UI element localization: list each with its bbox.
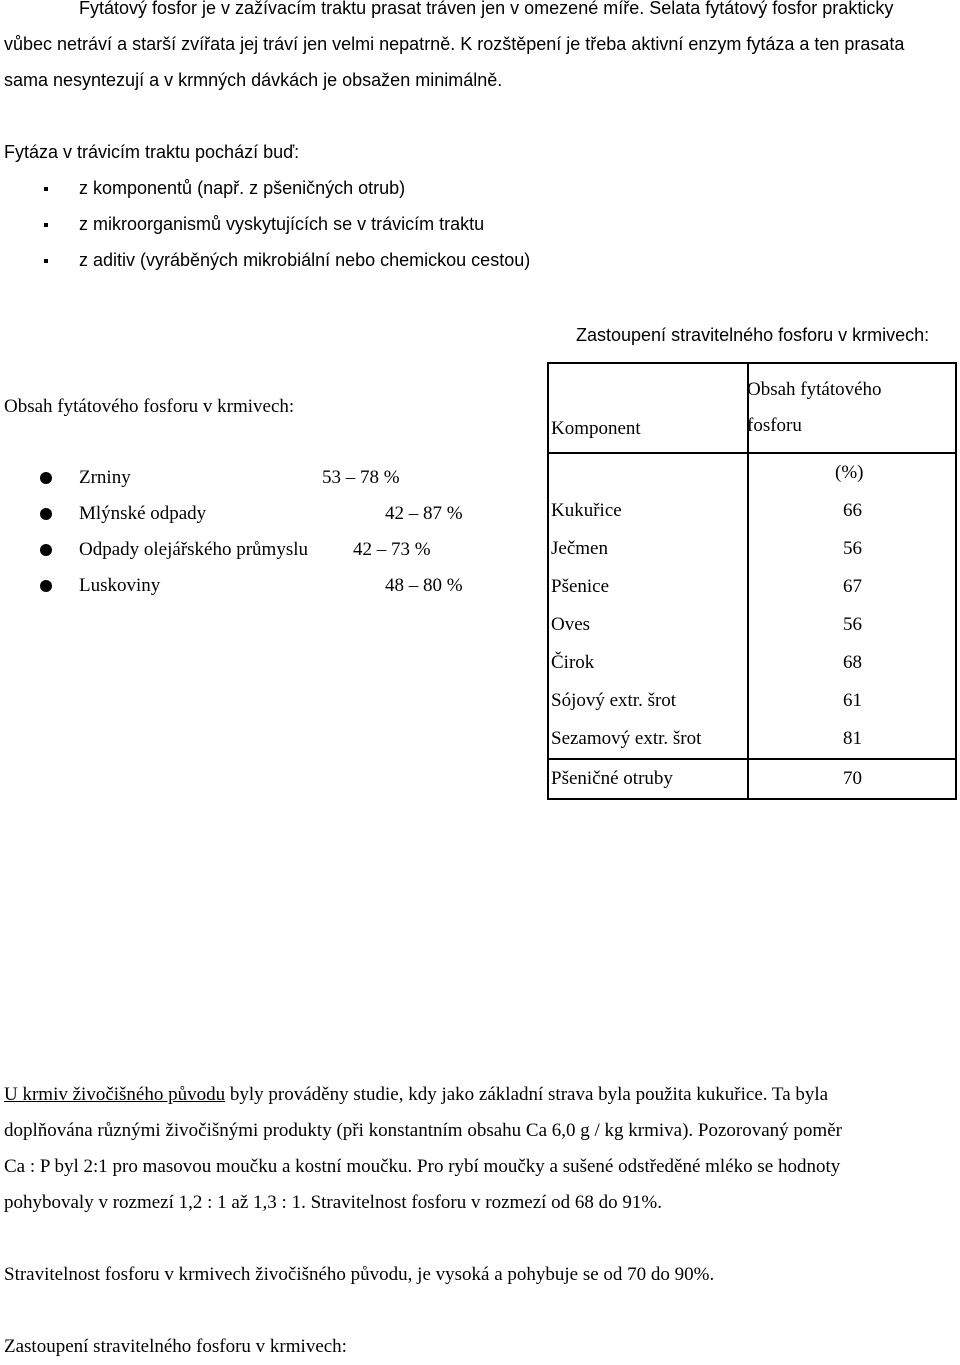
table-cell-value: 61 xyxy=(748,682,956,720)
table-cell-value: 56 xyxy=(748,530,956,568)
table-row xyxy=(548,530,956,568)
phytase-heading: Fytáza v trávicím traktu pochází buď: xyxy=(4,142,300,162)
content-item-value: 42 – 87 % xyxy=(385,503,463,524)
content-item-name: Zrniny xyxy=(79,467,131,488)
table-cell-component: Pšenice xyxy=(548,568,748,606)
table-row xyxy=(548,568,956,606)
intro-line-1: Fytátový fosfor je v zažívacím traktu prasat tráven jen v omezené míře. Selata fytátový fosfor prakticky xyxy=(79,0,894,18)
phytase-item: z aditiv (vyráběných mikrobiální nebo chemickou cestou) xyxy=(79,250,531,270)
table-row xyxy=(548,720,956,759)
table-cell-component: Oves xyxy=(548,606,748,644)
content-item-value: 48 – 80 % xyxy=(385,575,463,596)
table-row xyxy=(548,606,956,644)
table-caption: Zastoupení stravitelného fosforu v krmivech: xyxy=(576,325,930,345)
table-unit-row xyxy=(548,453,956,492)
table-cell-value: 68 xyxy=(748,644,956,682)
bullet-icon xyxy=(44,259,48,263)
table-header-content xyxy=(748,363,956,453)
intro-line-2: vůbec netráví a starší zvířata jej tráví jen velmi nepatrně. K rozštěpení je třeba aktivní enzym fytáza a ten prasata xyxy=(4,34,905,54)
table-unit: (%) xyxy=(748,453,956,492)
animal-underlined: U krmiv živočišného původu xyxy=(4,1084,226,1105)
bullet-icon xyxy=(44,187,48,191)
animal-line-4: pohybovaly v rozmezí 1,2 : 1 až 1,3 : 1. Stravitelnost fosforu v rozmezí od 68 do 91%. xyxy=(4,1192,663,1213)
content-item-value: 42 – 73 % xyxy=(353,539,431,560)
bullet-icon xyxy=(40,544,52,556)
phytase-item: z komponentů (např. z pšeničných otrub) xyxy=(79,178,406,198)
table-cell-value: 81 xyxy=(748,720,956,759)
table-cell-value: 66 xyxy=(748,492,956,530)
phytase-item: z mikroorganismů vyskytujících se v trávicím traktu xyxy=(79,214,485,234)
table-row xyxy=(548,492,956,530)
table-cell-component: Pšeničné otruby xyxy=(548,759,748,799)
digestibility-text: Stravitelnost fosforu v krmivech živočišného původu, je vysoká a pohybuje se od 70 do 90%. xyxy=(4,1264,715,1285)
table-cell-component: Čirok xyxy=(548,644,748,682)
table-header-component: Komponent xyxy=(548,363,748,453)
animal-line-3: Ca : P byl 2:1 pro masovou moučku a kostní moučku. Pro rybí moučky a sušené odstředěné mléko se hodnoty xyxy=(4,1156,841,1177)
table-header-content-line1: Obsah fytátového xyxy=(747,379,882,400)
table-cell-value: 56 xyxy=(748,606,956,644)
table-cell-component: Sezamový extr. šrot xyxy=(548,720,748,759)
phosphorus-table xyxy=(547,362,957,800)
table-cell-component: Sójový extr. šrot xyxy=(548,682,748,720)
bullet-icon xyxy=(40,580,52,592)
content-item-value: 53 – 78 % xyxy=(322,467,400,488)
bullet-icon xyxy=(40,472,52,484)
table-row xyxy=(548,759,956,799)
bullet-icon xyxy=(40,508,52,520)
table-header-content-line2: fosforu xyxy=(747,415,802,436)
table-row xyxy=(548,682,956,720)
content-item-name: Odpady olejářského průmyslu xyxy=(79,539,309,560)
table-cell-value: 67 xyxy=(748,568,956,606)
table-cell-component: Ječmen xyxy=(548,530,748,568)
table-cell-component: Kukuřice xyxy=(548,492,748,530)
intro-line-3: sama nesyntezují a v krmných dávkách je obsažen minimálně. xyxy=(4,70,503,90)
content-heading: Obsah fytátového fosforu v krmivech: xyxy=(4,396,295,417)
bottom-caption: Zastoupení stravitelného fosforu v krmivech: xyxy=(4,1336,347,1357)
content-item-name: Mlýnské odpady xyxy=(79,503,207,524)
content-item-name: Luskoviny xyxy=(79,575,161,596)
animal-line-1 xyxy=(4,1077,828,1113)
table-cell-value: 70 xyxy=(748,759,956,799)
table-row xyxy=(548,644,956,682)
animal-line-2: doplňována různými živočišnými produkty (při konstantním obsahu Ca 6,0 g / kg krmiva). Pozorovaný poměr xyxy=(4,1120,842,1141)
bullet-icon xyxy=(44,223,48,227)
animal-line-1-rest: byly prováděny studie, kdy jako základní strava byla použita kukuřice. Ta byla xyxy=(225,1084,829,1105)
table-header-row xyxy=(548,363,956,453)
